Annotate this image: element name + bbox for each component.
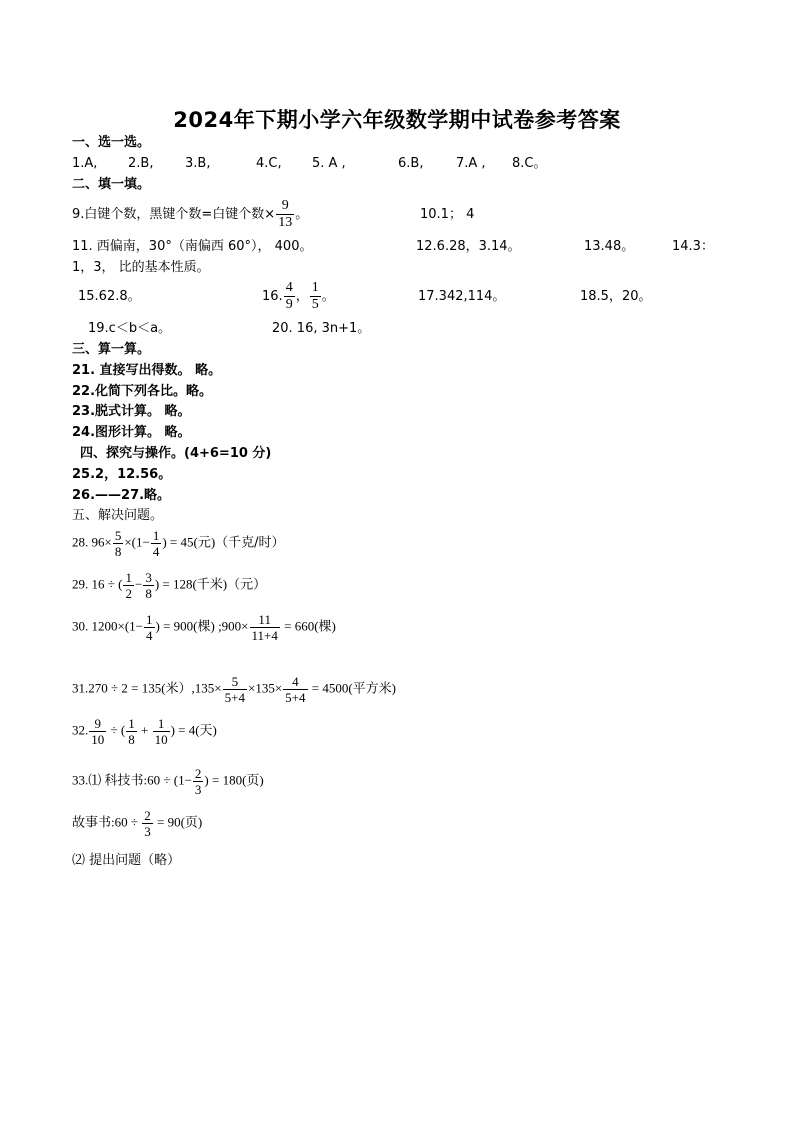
section-1-heading: 一、选一选。: [72, 135, 151, 150]
answer-21: 21. 直接写出得数。 略。: [72, 363, 222, 378]
answer-15: 15.62.8。: [78, 289, 141, 304]
answer-24: 24.图形计算。 略。: [72, 425, 191, 440]
answer-26-27: 26.——27.略。: [72, 488, 171, 503]
answer-12: 12.6.28，3.14。: [416, 239, 521, 254]
section-5-heading: 五、解决问题。: [72, 508, 164, 523]
answer-32: 32. $\frac{9}{10}$ ÷ ( $\frac{1}{8}$ + $\frac{1}{10}$ ) = 4(天): [72, 716, 217, 747]
answer-30: 30. 1200×(1− $\frac{1}{4}$ ) = 900(棵) ;900× $\frac{11}{11+4}$ = 660(棵): [72, 612, 336, 643]
choice-answer: 8.C。: [512, 156, 547, 171]
page-title: 2024年下期小学六年级数学期中试卷参考答案: [173, 108, 621, 132]
answer-10: 10.1； 4: [420, 207, 475, 222]
answer-19: 19.c＜b＜a。: [88, 321, 172, 336]
answer-11: 11. 西偏南，30°（南偏西 60°）， 400。: [72, 239, 313, 254]
choice-answer: 4.C,: [256, 156, 282, 171]
section-2-heading: 二、填一填。: [72, 177, 151, 192]
choice-answer: 3.B,: [185, 156, 211, 171]
choice-answer: 1.A,: [72, 156, 98, 171]
choice-answer: 5. A ,: [312, 156, 346, 171]
answer-17: 17.342,114。: [418, 289, 506, 304]
answer-16: 16. $\frac{4}{9}$ ， $\frac{1}{5}$ 。: [262, 280, 335, 312]
section-3-heading: 三、算一算。: [72, 342, 151, 357]
answer-33-part-1: 33.⑴ 科技书:60 ÷ (1− $\frac{2}{3}$ ) = 180(页): [72, 766, 264, 797]
answer-18: 18.5，20。: [580, 289, 652, 304]
answer-31: 31.270 ÷ 2 = 135(米）,135× $\frac{5}{5+4}$ ×135× $\frac{4}{5+4}$ = 4500(平方米): [72, 674, 396, 705]
section-4-heading: 四、探究与操作。(4+6=10 分): [80, 446, 272, 461]
answer-14-continued: 1，3， 比的基本性质。: [72, 260, 210, 275]
answer-28: 28. 96× $\frac{5}{8}$ ×(1− $\frac{1}{4}$ ) = 45(元)（千克/时）: [72, 528, 285, 559]
answer-20: 20. 16, 3n+1。: [272, 321, 371, 336]
answer-14: 14.3：: [672, 239, 714, 254]
answer-23: 23.脱式计算。 略。: [72, 404, 191, 419]
answer-33-part-2: ⑵ 提出问题（略）: [72, 853, 181, 868]
answer-33-storybooks: 故事书:60 ÷ $\frac{2}{3}$ = 90(页): [72, 808, 203, 839]
answer-13: 13.48。: [584, 239, 635, 254]
answer-22: 22.化简下列各比。略。: [72, 384, 213, 399]
answer-29: 29. 16 ÷ ( $\frac{1}{2}$ − $\frac{3}{8}$ ) = 128(千米)（元）: [72, 570, 267, 601]
choice-answer: 2.B,: [128, 156, 154, 171]
answer-9: 9.白键个数，黑键个数=白键个数× $\frac{9}{13}$ 。: [72, 198, 309, 230]
choice-answer: 6.B,: [398, 156, 424, 171]
choice-answer: 7.A ,: [456, 156, 486, 171]
answer-25: 25.2，12.56。: [72, 467, 172, 482]
